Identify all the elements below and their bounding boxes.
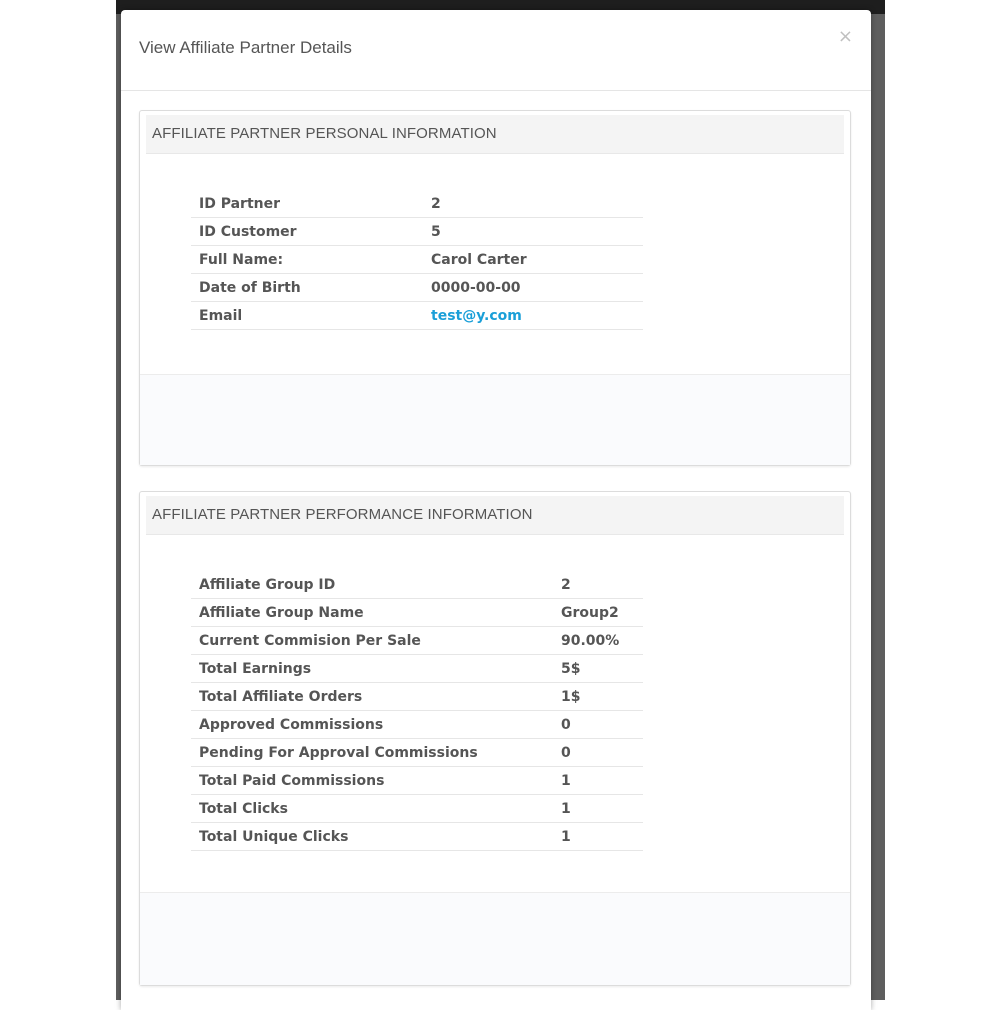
personal-info-table	[191, 190, 643, 330]
close-icon[interactable]: ×	[837, 26, 853, 47]
email-link[interactable]: test@y.com	[431, 307, 522, 324]
row-value: 1	[553, 823, 643, 851]
table-row	[191, 683, 643, 711]
performance-info-table	[191, 571, 643, 851]
table-row	[191, 190, 643, 218]
personal-info-heading	[146, 115, 844, 154]
row-label: Date of Birth	[191, 274, 423, 302]
table-row	[191, 627, 643, 655]
modal-title: View Affiliate Partner Details	[139, 38, 352, 57]
performance-info-panel	[139, 491, 851, 986]
table-row	[191, 274, 643, 302]
table-row	[191, 739, 643, 767]
row-label: Total Affiliate Orders	[191, 683, 553, 711]
row-label: ID Partner	[191, 190, 423, 218]
row-value: 0	[553, 739, 643, 767]
table-row	[191, 218, 643, 246]
row-value: 0000-00-00	[423, 274, 643, 302]
row-label: Total Paid Commissions	[191, 767, 553, 795]
table-row	[191, 246, 643, 274]
table-row	[191, 302, 643, 330]
table-row	[191, 823, 643, 851]
row-label: Affiliate Group ID	[191, 571, 553, 599]
email-cell	[423, 302, 643, 330]
row-label: Total Unique Clicks	[191, 823, 553, 851]
row-value: 1$	[553, 683, 643, 711]
personal-info-footer	[140, 374, 850, 465]
performance-info-heading	[146, 496, 844, 535]
row-label: Approved Commissions	[191, 711, 553, 739]
row-label: Email	[191, 302, 423, 330]
row-value: 0	[553, 711, 643, 739]
modal-header	[121, 10, 871, 91]
row-label: Current Commision Per Sale	[191, 627, 553, 655]
row-value: 1	[553, 767, 643, 795]
row-label: Full Name:	[191, 246, 423, 274]
row-value: 2	[423, 190, 643, 218]
row-label: ID Customer	[191, 218, 423, 246]
row-value: Group2	[553, 599, 643, 627]
row-value: 5$	[553, 655, 643, 683]
table-row	[191, 767, 643, 795]
table-row	[191, 711, 643, 739]
table-row	[191, 571, 643, 599]
personal-info-heading-text: AFFILIATE PARTNER PERSONAL INFORMATION	[152, 125, 497, 142]
row-value: 5	[423, 218, 643, 246]
personal-info-panel	[139, 110, 851, 466]
row-value: 2	[553, 571, 643, 599]
row-label: Affiliate Group Name	[191, 599, 553, 627]
row-value: Carol Carter	[423, 246, 643, 274]
row-label: Total Clicks	[191, 795, 553, 823]
row-value: 1	[553, 795, 643, 823]
affiliate-details-modal	[121, 10, 871, 1010]
table-row	[191, 655, 643, 683]
table-row	[191, 795, 643, 823]
performance-info-footer	[140, 892, 850, 985]
row-label: Total Earnings	[191, 655, 553, 683]
row-value: 90.00%	[553, 627, 643, 655]
performance-info-heading-text: AFFILIATE PARTNER PERFORMANCE INFORMATION	[152, 506, 533, 523]
table-row	[191, 599, 643, 627]
row-label: Pending For Approval Commissions	[191, 739, 553, 767]
